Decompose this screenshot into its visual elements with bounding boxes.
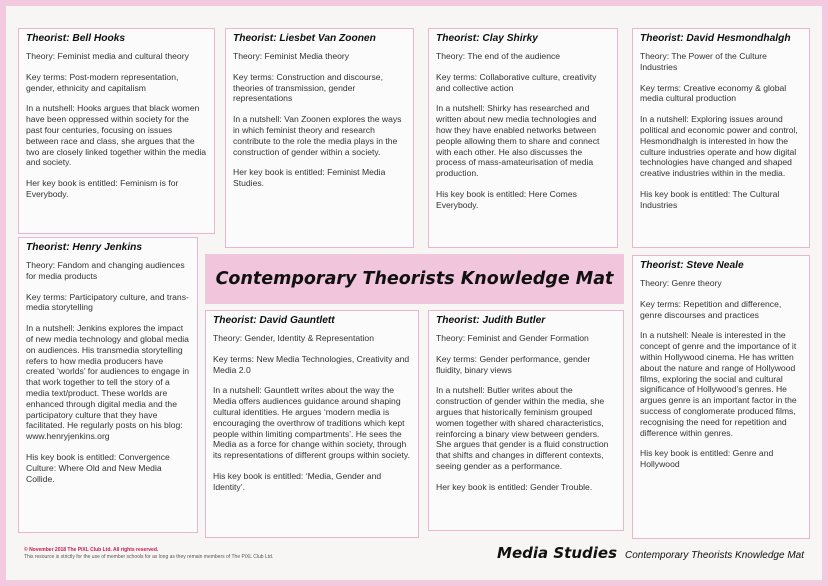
card-nutshell: In a nutshell: Jenkins explores the impact of new media technology and global media on audiences. His transmedia storytelling refers to how media producers have created ‘worlds’ for audiences to engage in that work together to tell the story of a media text/product. These worlds are enhanced through digital media and the participatory culture that they have facilitated. He regularly posts on his blog: www.henryjenkins.org xyxy=(26,323,190,442)
card-key-book: His key book is entitled: Convergence Culture: Where Old and New Media Collide. xyxy=(26,451,170,484)
card-key-terms: Key terms: Participatory culture, and trans-media storytelling xyxy=(26,291,189,313)
card-theory: Theory: Gender, Identity & Representation xyxy=(213,333,374,343)
card-key-book: Her key book is entitled: Feminist Media Studies. xyxy=(233,167,386,189)
card-nutshell: In a nutshell: Hooks argues that black women have been oppressed within society for the past four centuries, focusing on issues between race and class, she argues that the two are closely linked together within the media and society. xyxy=(26,103,207,168)
card-david-hesmondhalgh xyxy=(632,28,810,248)
card-key-book: His key book is entitled: The Cultural Industries xyxy=(640,188,780,210)
card-bell-hooks xyxy=(18,28,215,234)
card-heading: Theorist: Bell Hooks xyxy=(26,33,126,44)
card-henry-jenkins xyxy=(18,237,198,533)
subject-title: Media Studies xyxy=(497,544,618,562)
card-key-terms: Key terms: Construction and discourse, theories of transmission, gender representations xyxy=(233,71,383,104)
footer-branding xyxy=(497,544,804,562)
card-theory: Theory: Fandom and changing audiences for media products xyxy=(26,260,185,281)
card-david-gauntlett xyxy=(205,310,419,538)
card-heading: Theorist: David Hesmondhalgh xyxy=(640,33,791,44)
card-key-terms: Key terms: Creative economy & global media cultural production xyxy=(640,82,787,104)
card-nutshell: In a nutshell: Exploring issues around political and economic power and control, Hesmondhalgh is interested in how the culture industries operate and how digital technologies have changed and shaped creative industries within in the media. xyxy=(640,114,798,179)
card-liesbet-van-zoonen xyxy=(225,28,414,248)
card-key-terms: Key terms: Collaborative culture, creativity and collective action xyxy=(436,71,597,93)
card-key-book: His key book is entitled: ‘Media, Gender and Identity’. xyxy=(213,470,382,492)
card-heading: Theorist: David Gauntlett xyxy=(213,315,335,326)
card-key-terms: Key terms: Repetition and difference, genre discourses and practices xyxy=(640,298,782,320)
card-nutshell: In a nutshell: Shirky has researched and written about new media technologies and how they have enabled networks between people allowing them to share and connect with each other. He also discusses the process of mass-amateurisation of media production. xyxy=(436,103,600,179)
card-key-book: His key book is entitled: Here Comes Everybody. xyxy=(436,188,577,210)
usage-notice: This resource is strictly for the use of member schools for as long as they remain members of The PiXL Club Ltd. xyxy=(24,554,274,560)
card-clay-shirky xyxy=(428,28,618,248)
card-theory: Theory: Feminist media and cultural theory xyxy=(26,51,189,61)
card-nutshell: In a nutshell: Butler writes about the construction of gender within the media, she argues that historically feminism grouped women together with shared characteristics, reinforcing a binary view between genders. She argues that gender is a fluid construction that shifts and changes in different contexts, seeing gender as a performance. xyxy=(436,385,609,471)
card-steve-neale xyxy=(632,255,810,539)
card-nutshell: In a nutshell: Van Zoonen explores the ways in which feminist theory and research contribute to the role the media plays in the construction of gender within a society. xyxy=(233,114,402,157)
card-key-terms: Key terms: New Media Technologies, Creativity and Media 2.0 xyxy=(213,353,410,375)
card-nutshell: In a nutshell: Gauntlett writes about the way the Media offers audiences guidance around shaping cultural identities. He argues ‘modern media is encouraging the overthrow of traditions which kept people within limiting compartments’. He sees the Media as a force for change within society, through its representations of different groups within society. xyxy=(213,385,410,461)
card-theory: Theory: Feminist Media theory xyxy=(233,51,350,61)
card-theory: Theory: The Power of the Culture Industries xyxy=(640,51,767,72)
card-key-book: Her key book is entitled: Feminism is for Everybody. xyxy=(26,178,179,199)
card-key-terms: Key terms: Post-modern representation, gender, ethnicity and capitalism xyxy=(26,71,179,93)
card-theory: Theory: Feminist and Gender Formation xyxy=(436,333,589,343)
card-theory: Theory: The end of the audience xyxy=(436,51,561,61)
card-nutshell: In a nutshell: Neale is interested in the concept of genre and the importance of it within Hollywood cinema. He has written about the nature and range of Hollywood films, exploring the social and cultural significance of Hollywood’s genres. He argues genre is an important factor in the success of conglomerate produced films, recognising the need for repetition and difference within genres. xyxy=(640,330,797,438)
title-banner xyxy=(205,254,624,304)
card-heading: Theorist: Clay Shirky xyxy=(436,33,538,44)
card-judith-butler xyxy=(428,310,624,531)
card-key-book: Her key book is entitled: Gender Trouble. xyxy=(436,481,593,492)
mat-label: Contemporary Theorists Knowledge Mat xyxy=(625,550,804,561)
card-heading: Theorist: Steve Neale xyxy=(640,260,744,271)
card-theory: Theory: Genre theory xyxy=(640,278,722,288)
card-heading: Theorist: Henry Jenkins xyxy=(26,242,143,253)
copyright-line: © November 2018 The PiXL Club Ltd. All rights reserved. xyxy=(24,547,159,553)
card-key-terms: Key terms: Gender performance, gender fluidity, binary views xyxy=(436,353,591,375)
card-key-book: His key book is entitled: Genre and Hollywood xyxy=(640,448,774,470)
card-heading: Theorist: Liesbet Van Zoonen xyxy=(233,33,376,44)
card-heading: Theorist: Judith Butler xyxy=(436,315,546,326)
page-title: Contemporary Theorists Knowledge Mat xyxy=(215,269,614,289)
copyright-notice xyxy=(24,547,273,561)
